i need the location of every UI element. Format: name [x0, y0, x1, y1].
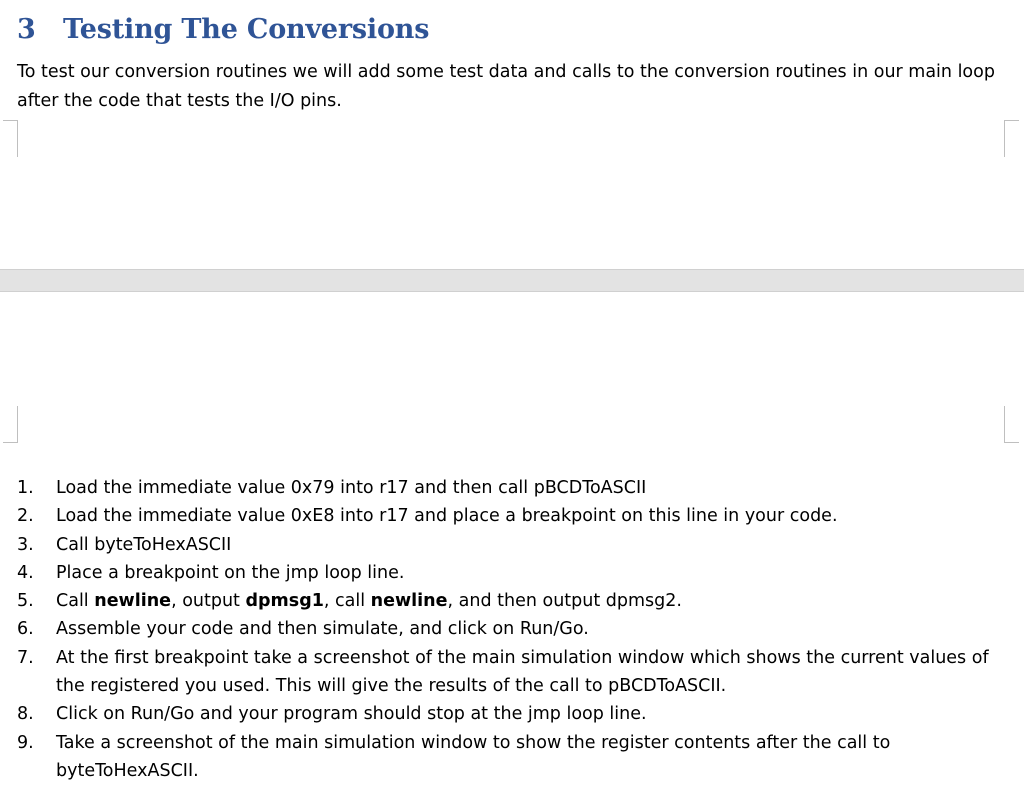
intro-paragraph: To test our conversion routines we will add some test data and calls to the conversion routines in our main loop after the code that tests the I/O pins.	[17, 62, 995, 111]
list-item-text: Load the immediate value 0x79 into r17 and then call pBCDToASCII	[56, 478, 647, 498]
list-item	[17, 587, 1007, 615]
bold-term-newline: newline	[370, 591, 448, 612]
list-item-number: 8.	[17, 704, 34, 725]
list-item-text: At the first breakpoint take a screenshot of the main simulation window which shows the current values of the registered you used. This will give the results of the call to pBCDToASCII.	[56, 647, 989, 697]
list-item-number: 5.	[17, 591, 34, 612]
steps-list	[17, 474, 1007, 785]
list-item-number: 2.	[17, 506, 34, 527]
list-item-text: Take a screenshot of the main simulation window to show the register contents after the call to byteToHexASCII.	[56, 732, 891, 781]
page-corner-mark-bottom-right	[1004, 406, 1019, 443]
list-item-text: Place a breakpoint on the jmp loop line.	[56, 562, 405, 583]
list-item-number: 6.	[17, 619, 34, 640]
list-item-number: 1.	[17, 478, 34, 498]
bold-term-newline: newline	[94, 591, 172, 612]
list-item-text: Click on Run/Go and your program should stop at the jmp loop line.	[56, 704, 647, 725]
list-item	[17, 559, 1007, 587]
list-item	[17, 474, 1007, 502]
list-item-text	[56, 587, 1007, 615]
list-item	[17, 615, 1007, 643]
list-item	[17, 502, 1007, 530]
page-corner-mark-bottom-left	[3, 406, 18, 443]
page-corner-mark-top-right	[1004, 120, 1019, 157]
list-item	[17, 729, 1007, 786]
list-item-text: Assemble your code and then simulate, and click on Run/Go.	[56, 619, 589, 640]
section-title: Testing The Conversions	[63, 14, 430, 45]
list-item-number: 9.	[17, 732, 34, 753]
page-break-gap	[0, 269, 1024, 292]
list-item	[17, 531, 1007, 559]
text-run: , and then output dpmsg2.	[447, 591, 682, 612]
section-heading	[17, 14, 429, 45]
list-item-number: 7.	[17, 647, 34, 668]
bold-term-dpmsg1: dpmsg1	[245, 591, 324, 612]
text-run: Call	[56, 591, 95, 612]
text-run: , output	[171, 591, 246, 612]
list-item-text: Load the immediate value 0xE8 into r17 and place a breakpoint on this line in your code.	[56, 506, 838, 527]
list-item	[17, 644, 1007, 701]
page-corner-mark-top-left	[3, 120, 18, 157]
section-number: 3	[17, 14, 36, 45]
text-run: , call	[323, 591, 371, 612]
list-item-number: 3.	[17, 534, 34, 555]
list-item	[17, 700, 1007, 728]
list-item-text: Call byteToHexASCII	[56, 534, 232, 555]
list-item-number: 4.	[17, 562, 34, 583]
